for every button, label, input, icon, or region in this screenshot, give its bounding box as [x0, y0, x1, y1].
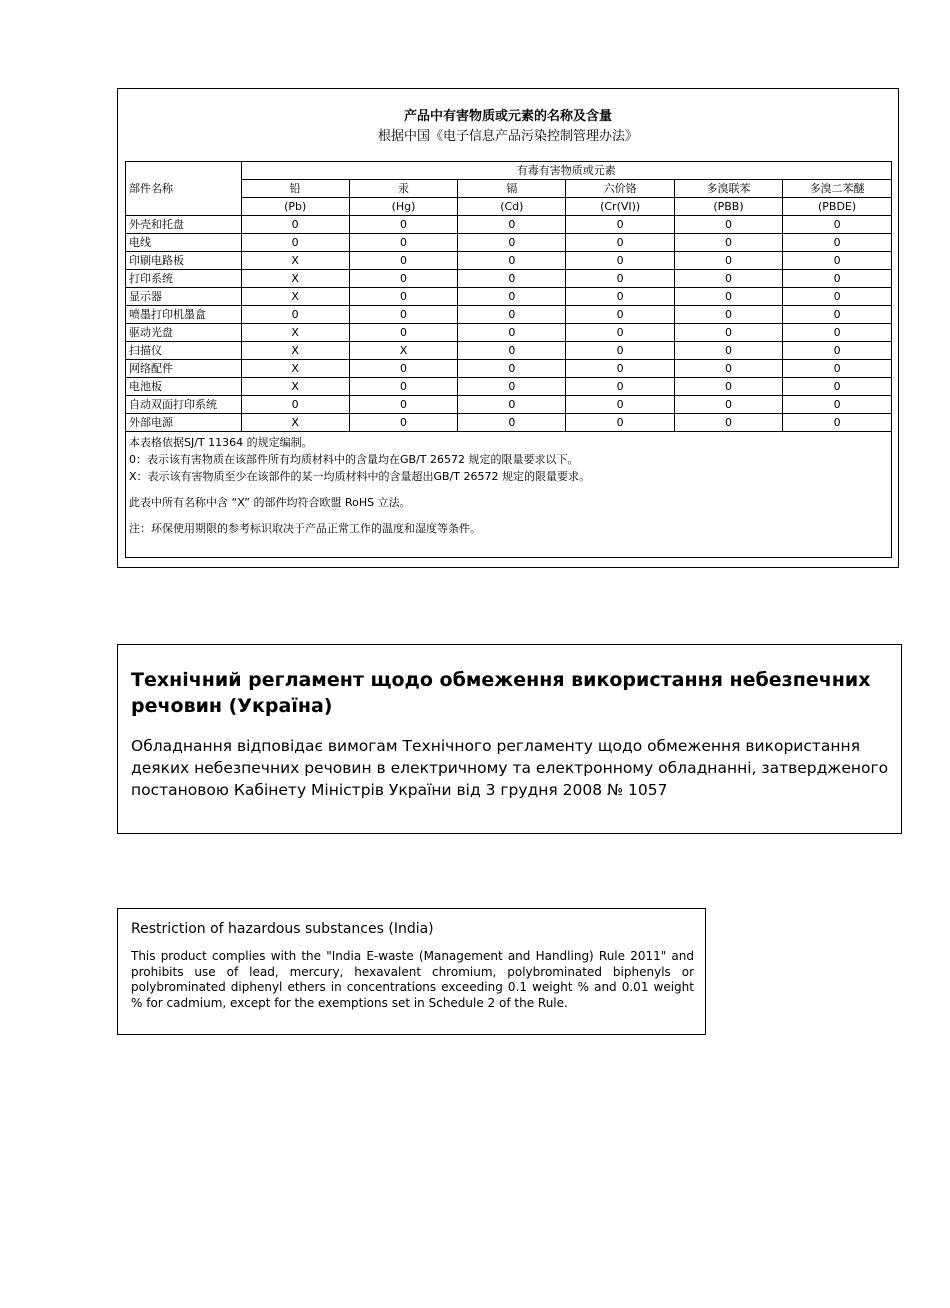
table-row: [126, 306, 891, 324]
substance-value-cell: X: [349, 342, 457, 360]
substance-value-cell: 0: [458, 216, 566, 234]
substance-value-cell: 0: [674, 252, 782, 270]
substance-value-cell: 0: [783, 324, 891, 342]
substance-value-cell: 0: [458, 270, 566, 288]
substance-symbol-header: (Cr(VI)): [566, 198, 674, 216]
substance-symbol-header: (PBB): [674, 198, 782, 216]
substance-value-cell: 0: [458, 360, 566, 378]
substance-value-cell: 0: [349, 378, 457, 396]
note-zero: 0：表示该有害物质在该部件所有均质材料中的含量均在GB/T 26572 规定的限量要求以下。: [129, 453, 579, 466]
substance-table: [126, 162, 891, 432]
substance-table-frame: [125, 161, 892, 558]
substance-value-cell: 0: [566, 288, 674, 306]
substance-names-row: [126, 180, 891, 198]
substance-value-cell: 0: [349, 234, 457, 252]
table-row: [126, 324, 891, 342]
ukraine-rohs-body: Обладнання відповідає вимогам Технічного регламенту щодо обмеження використання деяких небезпечних речовин в електричному та електронному обладнанні, затвердженого постановою Кабінету Міністрів України від 3 грудня 2008 № 1057: [131, 737, 889, 799]
table-row: [126, 252, 891, 270]
part-name-cell: 印刷电路板: [126, 252, 241, 270]
part-name-cell: 网络配件: [126, 360, 241, 378]
part-name-cell: 外部电源: [126, 414, 241, 432]
substance-name-header: 镉: [458, 180, 566, 198]
part-name-header: 部件名称: [126, 162, 241, 216]
substance-value-cell: 0: [566, 306, 674, 324]
substance-value-cell: 0: [458, 324, 566, 342]
substance-name-header: 多溴联苯: [674, 180, 782, 198]
table-row: [126, 396, 891, 414]
substance-value-cell: 0: [349, 252, 457, 270]
substance-value-cell: 0: [349, 216, 457, 234]
substance-value-cell: 0: [241, 216, 349, 234]
table-row: [126, 378, 891, 396]
substance-value-cell: 0: [674, 270, 782, 288]
substance-value-cell: 0: [783, 288, 891, 306]
substance-value-cell: 0: [458, 378, 566, 396]
substance-value-cell: 0: [674, 342, 782, 360]
substance-value-cell: 0: [566, 234, 674, 252]
substance-value-cell: 0: [458, 288, 566, 306]
substance-value-cell: 0: [241, 306, 349, 324]
substance-name-header: 多溴二苯醚: [783, 180, 891, 198]
india-rohs-body: This product complies with the "India E-waste (Management and Handling) Rule 2011" and prohibits use of lead, mercury, hexavalent chromium, polybrominated biphenyls or polybrominated diphenyl ethers in concentrations exceeding 0.1 weight % and 0.01 weight % for cadmium, except for the exemptions set in Schedule 2 of the Rule.: [131, 949, 694, 1010]
substance-value-cell: 0: [458, 396, 566, 414]
substance-value-cell: 0: [566, 360, 674, 378]
substance-value-cell: X: [241, 270, 349, 288]
substance-value-cell: 0: [458, 234, 566, 252]
substance-value-cell: 0: [458, 414, 566, 432]
substance-value-cell: 0: [349, 360, 457, 378]
substance-name-header: 汞: [349, 180, 457, 198]
part-name-cell: 打印系统: [126, 270, 241, 288]
part-name-cell: 扫描仪: [126, 342, 241, 360]
table-row: [126, 342, 891, 360]
table-row: [126, 414, 891, 432]
substance-table-body: [126, 216, 891, 432]
substance-value-cell: 0: [566, 324, 674, 342]
substance-name-header: 六价铬: [566, 180, 674, 198]
part-name-cell: 自动双面打印系统: [126, 396, 241, 414]
substance-value-cell: X: [241, 378, 349, 396]
india-rohs-title: Restriction of hazardous substances (India): [131, 921, 434, 937]
substance-value-cell: 0: [783, 342, 891, 360]
substance-symbol-header: (Cd): [458, 198, 566, 216]
substance-value-cell: 0: [458, 342, 566, 360]
substance-value-cell: 0: [674, 396, 782, 414]
substance-symbol-header: (Hg): [349, 198, 457, 216]
substance-value-cell: 0: [783, 252, 891, 270]
note-compiled: 本表格依据SJ/T 11364 的规定编制。: [129, 436, 313, 449]
substance-value-cell: X: [241, 324, 349, 342]
note-efup: 注：环保使用期限的参考标识取决于产品正常工作的温度和湿度等条件。: [129, 522, 481, 535]
part-name-cell: 显示器: [126, 288, 241, 306]
substance-value-cell: X: [241, 342, 349, 360]
part-name-cell: 外壳和托盘: [126, 216, 241, 234]
substance-value-cell: 0: [566, 342, 674, 360]
substance-value-cell: 0: [674, 360, 782, 378]
substance-value-cell: 0: [674, 414, 782, 432]
substance-value-cell: 0: [783, 396, 891, 414]
substance-name-header: 铅: [241, 180, 349, 198]
table-row: [126, 216, 891, 234]
substance-value-cell: 0: [566, 414, 674, 432]
substance-value-cell: 0: [783, 378, 891, 396]
substance-value-cell: 0: [241, 396, 349, 414]
substance-value-cell: 0: [783, 360, 891, 378]
substance-value-cell: X: [241, 288, 349, 306]
part-name-cell: 驱动光盘: [126, 324, 241, 342]
substance-value-cell: 0: [349, 288, 457, 306]
substance-value-cell: 0: [349, 306, 457, 324]
note-x: X：表示该有害物质至少在该部件的某一均质材料中的含量超出GB/T 26572 规定的限量要求。: [129, 470, 591, 483]
ukraine-rohs-box: [117, 644, 902, 834]
substance-value-cell: 0: [674, 288, 782, 306]
ukraine-rohs-title: Технічний регламент щодо обмеження використання небезпечних речовин (Україна): [131, 669, 871, 717]
substance-symbols-row: [126, 198, 891, 216]
substance-value-cell: 0: [783, 414, 891, 432]
substance-value-cell: 0: [241, 234, 349, 252]
part-name-cell: 喷墨打印机墨盒: [126, 306, 241, 324]
substance-value-cell: X: [241, 414, 349, 432]
note-rohs: 此表中所有名称中含 “X” 的部件均符合欧盟 RoHS 立法。: [129, 496, 411, 509]
substance-value-cell: 0: [458, 252, 566, 270]
china-rohs-box: [117, 88, 899, 568]
substance-value-cell: 0: [349, 414, 457, 432]
substance-value-cell: 0: [566, 270, 674, 288]
substance-value-cell: 0: [783, 270, 891, 288]
substance-value-cell: 0: [674, 306, 782, 324]
substance-value-cell: 0: [674, 234, 782, 252]
table-row: [126, 288, 891, 306]
india-rohs-box: [117, 908, 706, 1035]
substance-value-cell: 0: [566, 252, 674, 270]
substance-symbol-header: (Pb): [241, 198, 349, 216]
substance-value-cell: 0: [674, 216, 782, 234]
substance-value-cell: 0: [566, 378, 674, 396]
substance-value-cell: 0: [783, 216, 891, 234]
substance-value-cell: 0: [674, 324, 782, 342]
substance-symbol-header: (PBDE): [783, 198, 891, 216]
substance-value-cell: 0: [783, 306, 891, 324]
china-rohs-title: 产品中有害物质或元素的名称及含量: [403, 109, 612, 124]
substance-value-cell: 0: [349, 324, 457, 342]
substance-value-cell: 0: [349, 270, 457, 288]
substance-value-cell: X: [241, 252, 349, 270]
substance-value-cell: 0: [783, 234, 891, 252]
substance-value-cell: X: [241, 360, 349, 378]
part-name-cell: 电线: [126, 234, 241, 252]
group-header: 有毒有害物质或元素: [241, 162, 891, 180]
substance-value-cell: 0: [458, 306, 566, 324]
substance-value-cell: 0: [349, 396, 457, 414]
table-row: [126, 270, 891, 288]
table-row: [126, 360, 891, 378]
table-row: [126, 234, 891, 252]
china-rohs-subtitle: 根据中国《电子信息产品污染控制管理办法》: [377, 129, 638, 144]
substance-value-cell: 0: [674, 378, 782, 396]
substance-value-cell: 0: [566, 216, 674, 234]
table-notes: [129, 434, 888, 537]
part-name-cell: 电池板: [126, 378, 241, 396]
substance-value-cell: 0: [566, 396, 674, 414]
